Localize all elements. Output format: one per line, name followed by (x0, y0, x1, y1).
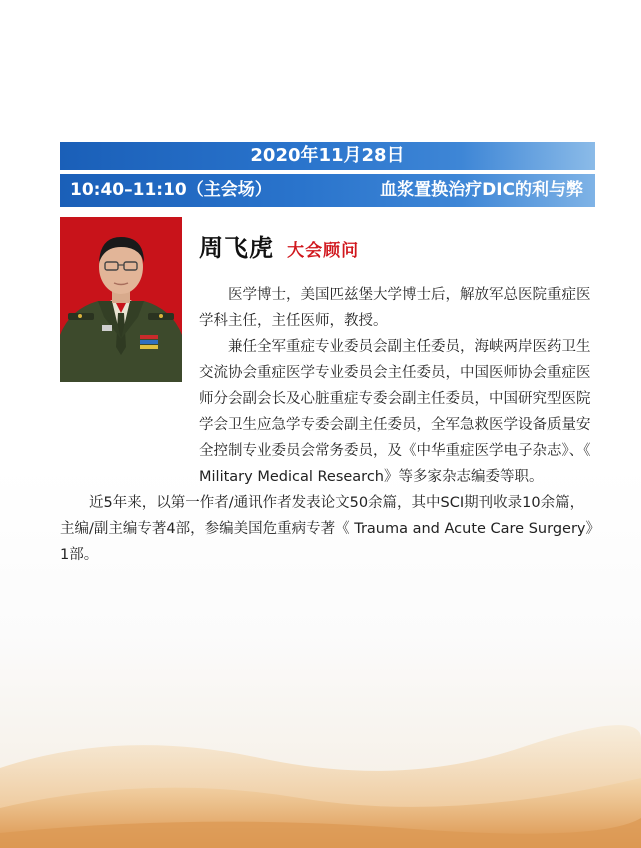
bio-wrap-block (199, 282, 595, 334)
speaker-heading (199, 228, 359, 262)
bio-paragraph-3: 近5年来，以第一作者/通讯作者发表论文50余篇，其中SCI期刊收录10余篇，主编/副主编专著4部，参编美国危重病专著《 Trauma and Acute Care Surgery》1部。 (60, 495, 593, 563)
bio-paragraph-1: 医学博士，美国匹兹堡大学博士后，解放军总医院重症医学科主任，主任医师，教授。 (199, 287, 591, 329)
sand-dunes-decoration (0, 678, 641, 848)
bio-paragraph-2 (60, 334, 595, 490)
event-date: 2020年11月28日 (250, 145, 405, 166)
session-topic: 血浆置换治疗DIC的利与弊 (380, 180, 583, 200)
date-banner (60, 142, 595, 170)
speaker-bio (60, 282, 595, 568)
bio-paragraph-2-text: 兼任全军重症专业委员会副主任委员，海峡两岸医药卫生交流协会重症医学专业委员会主任委员，中国医师协会重症医师分会副会长及心脏重症专委会副主任委员，中国研究型医院学会卫生应急学专委会副主任委员，全军急救医学设备质量安全控制专业委员会常务委员，及《中华重症医学电子杂志》、《 Military Medical Research》等多家杂志编委等职。 (199, 339, 591, 485)
session-time: 10:40–11:10（主会场） (70, 180, 272, 200)
session-banner (60, 174, 595, 207)
speaker-name: 周飞虎 (199, 234, 274, 262)
speaker-role: 大会顾问 (287, 241, 360, 261)
